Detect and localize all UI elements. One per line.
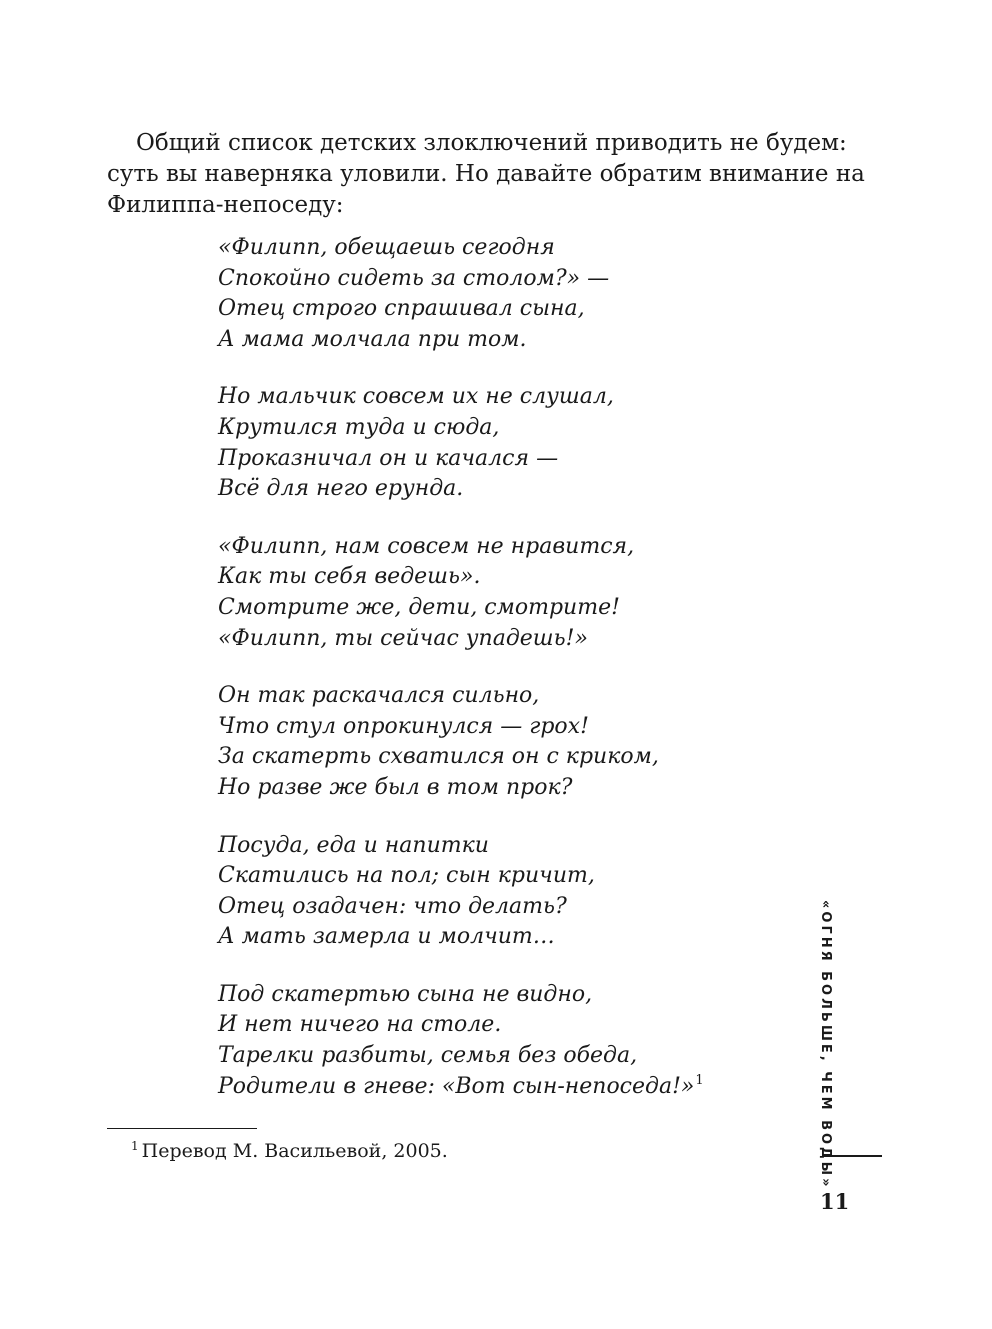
- poem-line: Тарелки разбиты, семья без обеда,: [218, 1043, 638, 1069]
- poem-line: Как ты себя ведешь».: [218, 564, 481, 590]
- poem-stanza: [218, 532, 778, 654]
- poem-line: Под скатертью сына не видно,: [218, 981, 593, 1007]
- poem-stanza: [218, 980, 778, 1102]
- poem-line: За скатерть схватился он с криком,: [218, 744, 659, 770]
- poem-line: «Филипп, обещаешь сегодня: [218, 235, 555, 260]
- poem-line: Отец строго спрашивал сына,: [218, 296, 585, 322]
- intro-line: Филиппа-непоседу:: [107, 192, 344, 218]
- poem-line: Спокойно сидеть за столом?» —: [218, 265, 610, 291]
- poem-line: «Филипп, ты сейчас упадешь!»: [218, 625, 588, 651]
- poem-line: «Филипп, нам совсем не нравится,: [218, 533, 635, 559]
- footnote-reference[interactable]: 1: [695, 1072, 704, 1088]
- footnote-divider: [107, 1128, 257, 1129]
- poem-line: Скатились на пол; сын кричит,: [218, 863, 595, 889]
- poem-line: Смотрите же, дети, смотрите!: [218, 594, 620, 620]
- poem-line: Что стул опрокинулся — грох!: [218, 713, 589, 739]
- poem-stanza: [218, 233, 778, 355]
- footnote-text: Перевод М. Васильевой, 2005.: [141, 1140, 448, 1162]
- poem-line: А мать замерла и молчит…: [218, 924, 555, 950]
- poem: [218, 233, 778, 1102]
- poem-line: И нет ничего на столе.: [218, 1012, 502, 1038]
- page-number: 11: [820, 1189, 850, 1214]
- poem-line-last: [218, 1072, 778, 1103]
- poem-line: Проказничал он и качался —: [218, 445, 559, 471]
- poem-line: Отец озадачен: что делать?: [218, 893, 567, 919]
- poem-line-text: Родители в гневе: «Вот сын-непоседа!»: [218, 1073, 695, 1099]
- intro-paragraph: [107, 128, 865, 221]
- margin-divider: [822, 1155, 882, 1157]
- intro-line: Общий список детских злоключений приводить не будем:: [136, 130, 847, 156]
- poem-line: Но разве же был в том прок?: [218, 774, 573, 800]
- footnote: [131, 1138, 448, 1164]
- poem-line: Крутился туда и сюда,: [218, 414, 500, 440]
- running-head: «ОГНЯ БОЛЬШЕ, ЧЕМ ВОДЫ»: [818, 900, 833, 1190]
- poem-line: А мама молчала при том.: [218, 326, 527, 352]
- poem-stanza: [218, 681, 778, 803]
- poem-line: Он так раскачался сильно,: [218, 683, 540, 709]
- footnote-number: 1: [131, 1139, 139, 1153]
- intro-line: суть вы наверняка уловили. Но давайте обратим внимание на: [107, 161, 865, 187]
- poem-line: Всё для него ерунда.: [218, 476, 464, 502]
- poem-line: Посуда, еда и напитки: [218, 832, 489, 858]
- poem-stanza: [218, 382, 778, 504]
- poem-line: Но мальчик совсем их не слушал,: [218, 384, 614, 410]
- poem-stanza: [218, 831, 778, 953]
